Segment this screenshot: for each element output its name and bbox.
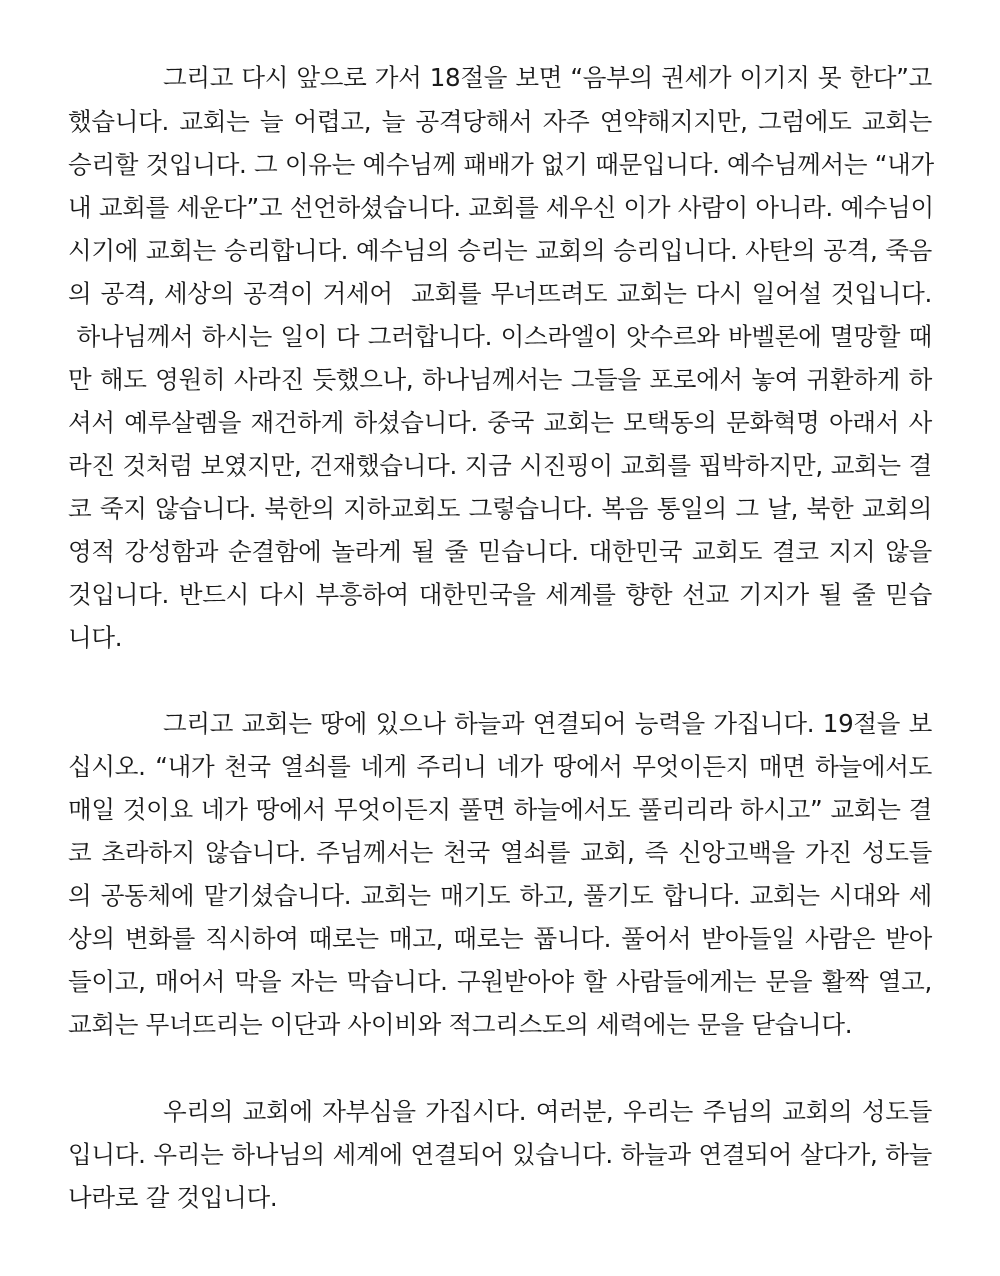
- text-line: 교회는 무너뜨리는 이단과 사이비와 적그리스도의 세력에는 문을 닫습니다.: [68, 1010, 853, 1039]
- text-line: 나라로 갈 것입니다.: [68, 1183, 278, 1212]
- text-line: 코 죽지 않습니다. 북한의 지하교회도 그렇습니다. 복음 통일의 그 날, 북한 교회의: [68, 494, 932, 523]
- text-line: 영적 강성함과 순결함에 놀라게 될 줄 믿습니다. 대한민국 교회도 결코 지지 않을: [68, 537, 932, 566]
- text-line: 십시오. “내가 천국 열쇠를 네게 주리니 네가 땅에서 무엇이든지 매면 하늘에서도: [68, 752, 932, 781]
- text-line: 그리고 다시 앞으로 가서 18절을 보면 “음부의 권세가 이기지 못 한다”고: [163, 63, 932, 92]
- text-line: 의 공격, 세상의 공격이 거세어 교회를 무너뜨려도 교회는 다시 일어설 것입니다.: [68, 279, 932, 308]
- text-line: 만 해도 영원히 사라진 듯했으나, 하나님께서는 그들을 포로에서 놓여 귀환하게 하: [68, 365, 932, 394]
- text-line: 했습니다. 교회는 늘 어렵고, 늘 공격당해서 자주 연약해지지만, 그럼에도 교회는: [68, 107, 932, 136]
- text-line: 내 교회를 세운다”고 선언하셨습니다. 교회를 세우신 이가 사람이 아니라. 예수님이: [68, 193, 934, 222]
- text-line: 들이고, 매어서 막을 자는 막습니다. 구원받아야 할 사람들에게는 문을 활짝 열고,: [68, 967, 932, 996]
- text-line: 매일 것이요 네가 땅에서 무엇이든지 풀면 하늘에서도 풀리리라 하시고” 교회는 결: [68, 795, 932, 824]
- text-line: 시기에 교회는 승리합니다. 예수님의 승리는 교회의 승리입니다. 사탄의 공격, 죽음: [68, 236, 932, 265]
- text-line: 것입니다. 반드시 다시 부흥하여 대한민국을 세계를 향한 선교 기지가 될 줄 믿습: [68, 580, 932, 609]
- text-line: 승리할 것입니다. 그 이유는 예수님께 패배가 없기 때문입니다. 예수님께서는 “내가: [68, 150, 934, 179]
- text-line: 의 공동체에 맡기셨습니다. 교회는 매기도 하고, 풀기도 합니다. 교회는 시대와 세: [68, 881, 932, 910]
- text-line: 니다.: [68, 623, 123, 652]
- text-line: 셔서 예루살렘을 재건하게 하셨습니다. 중국 교회는 모택동의 문화혁명 아래서 사: [68, 408, 932, 437]
- text-line: 우리의 교회에 자부심을 가집시다. 여러분, 우리는 주님의 교회의 성도들: [163, 1097, 932, 1126]
- text-line: 입니다. 우리는 하나님의 세계에 연결되어 있습니다. 하늘과 연결되어 살다가, 하늘: [68, 1140, 932, 1169]
- text-line: 그리고 교회는 땅에 있으나 하늘과 연결되어 능력을 가집니다. 19절을 보: [163, 709, 932, 738]
- text-line: 상의 변화를 직시하여 때로는 매고, 때로는 풉니다. 풀어서 받아들일 사람은 받아: [68, 924, 932, 953]
- text-line: 하나님께서 하시는 일이 다 그러합니다. 이스라엘이 앗수르와 바벨론에 멸망할 때: [68, 322, 932, 351]
- text-line: 라진 것처럼 보였지만, 건재했습니다. 지금 시진핑이 교회를 핍박하지만, 교회는 결: [68, 451, 932, 480]
- text-line: 코 초라하지 않습니다. 주님께서는 천국 열쇠를 교회, 즉 신앙고백을 가진 성도들: [68, 838, 932, 867]
